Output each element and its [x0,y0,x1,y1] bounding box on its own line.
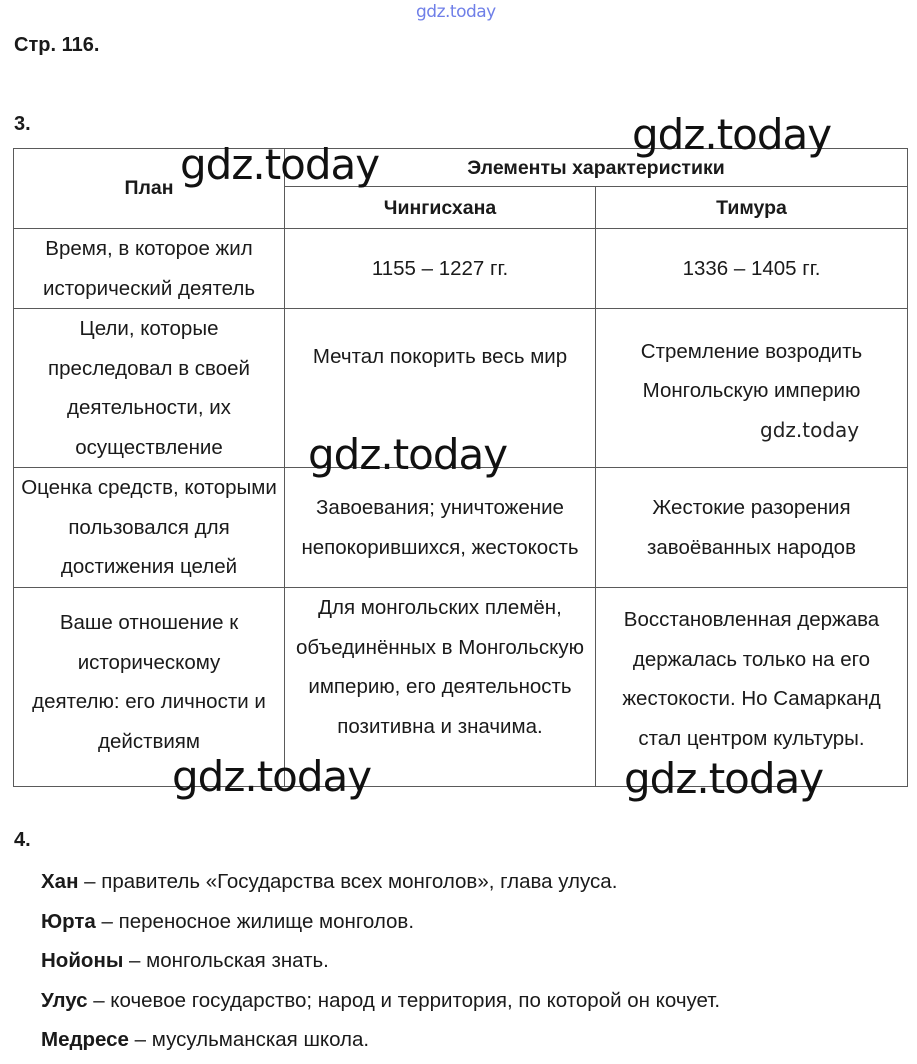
row3-timur: Жестокие разорения завоёванных народов [596,468,908,588]
watermark: gdz.today [180,140,380,189]
characteristics-table [13,148,908,787]
header-plan: План [14,149,285,229]
header-elements: Элементы характеристики [285,149,908,187]
watermark: gdz.today [624,754,824,803]
definition-khan: – правитель «Государства всех монголов», глава улуса. [78,870,618,893]
watermark-top: gdz.today [416,2,496,22]
row3-plan: Оценка средств, которыми пользовался для достижения целей [14,468,285,588]
row3-genghis: Завоевания; уничтожение непокорившихся, жестокость [285,468,596,588]
table-row [14,229,908,309]
task-4-number: 4. [14,829,31,851]
row4-genghis: Для монгольских племён, объединённых в Монгольскую империю, его деятельность позитивна и значима. [285,588,596,787]
row2-timur: Стремление возродить Монгольскую империю [596,309,908,468]
watermark: gdz.today [760,418,860,442]
row1-timur: 1336 – 1405 гг. [596,229,908,309]
row4-timur: Восстановленная держава держалась только на его жестокости. Но Самарканд стал центром культуры. [596,588,908,787]
term-yurt: Юрта [41,909,96,933]
row1-genghis: 1155 – 1227 гг. [285,229,596,309]
definition-madrasa: – мусульманская школа. [128,1028,370,1051]
page-number: Стр. 116. [14,34,100,56]
list-item [41,941,720,981]
definition-yurt: – переносное жилище монголов. [95,909,415,933]
row2-genghis: Мечтал покорить весь мир [285,309,596,468]
table-row [14,468,908,588]
row4-plan: Ваше отношение к историческому деятелю: его личности и действиям [14,588,285,787]
watermark: gdz.today [632,110,832,159]
row2-plan: Цели, которые преследовал в своей деятельности, их осуществление [14,309,285,468]
definition-ulus: – кочевое государство; народ и территория, по которой он кочует. [87,988,721,1012]
list-item [41,902,720,942]
term-ulus: Улус [41,988,88,1012]
header-col-genghis: Чингисхана [285,187,596,229]
task-3-number: 3. [14,113,31,135]
table-header-row [14,149,908,187]
list-item [41,1020,720,1060]
term-noyons: Нойоны [41,949,124,972]
row1-plan: Время, в которое жил исторический деятель [14,229,285,309]
header-col-timur: Тимура [596,187,908,229]
glossary-list [41,862,720,1060]
table-row [14,309,908,468]
list-item [41,862,720,902]
table-row [14,588,908,787]
watermark: gdz.today [308,430,508,479]
definition-noyons: – монгольская знать. [123,949,329,972]
list-item [41,981,720,1021]
term-khan: Хан [41,870,79,893]
watermark: gdz.today [172,752,372,801]
term-madrasa: Медресе [41,1028,129,1051]
